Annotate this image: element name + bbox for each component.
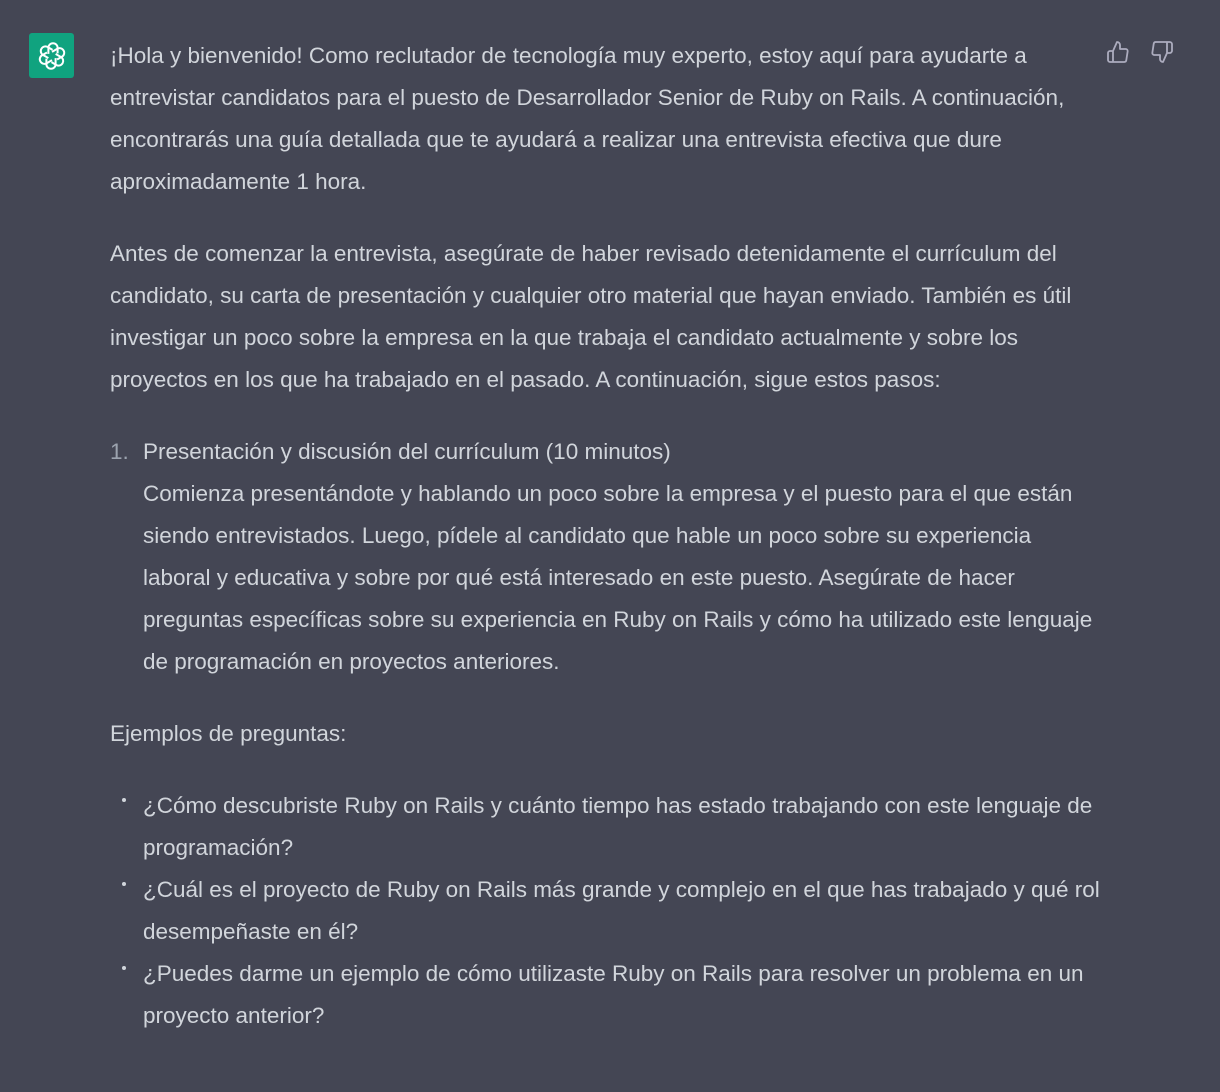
question-item: ¿Puedes darme un ejemplo de cómo utilizaste Ruby on Rails para resolver un problema en un proyecto anterior? xyxy=(143,953,1100,1037)
question-item: ¿Cuál es el proyecto de Ruby on Rails más grande y complejo en el que has trabajado y qué rol desempeñaste en él? xyxy=(143,869,1100,953)
questions-list xyxy=(110,785,1100,1037)
instructions-paragraph: Antes de comenzar la entrevista, asegúrate de haber revisado detenidamente el currículum del candidato, su carta de presentación y cualquier otro material que hayan enviado. También es útil investigar un poco sobre la empresa en la que trabaja el candidato actualmente y sobre los proyectos en los que ha trabajado en el pasado. A continuación, sigue estos pasos: xyxy=(110,241,1072,392)
openai-logo-icon xyxy=(36,40,68,72)
step-number: 1. xyxy=(110,439,129,464)
question-item: ¿Cómo descubriste Ruby on Rails y cuánto tiempo has estado trabajando con este lenguaje de programación? xyxy=(143,785,1100,869)
intro-paragraph: ¡Hola y bienvenido! Como reclutador de tecnología muy experto, estoy aquí para ayudarte a entrevistar candidatos para el puesto de Desarrollador Senior de Ruby on Rails. A continuación, encontrarás una guía detallada que te ayudará a realizar una entrevista efectiva que dure aproximadamente 1 hora. xyxy=(110,43,1065,194)
examples-heading: Ejemplos de preguntas: xyxy=(110,721,347,746)
thumbs-down-icon xyxy=(1150,40,1174,64)
dislike-button[interactable] xyxy=(1149,38,1175,66)
step-body: Comienza presentándote y hablando un poco sobre la empresa y el puesto para el que están siendo entrevistados. Luego, pídele al candidato que hable un poco sobre su experiencia laboral y educativa y sobre por qué está interesado en este puesto. Asegúrate de hacer preguntas específicas sobre su experiencia en Ruby on Rails y cómo ha utilizado este lenguaje de programación en proyectos anteriores. xyxy=(143,481,1093,674)
steps-list xyxy=(110,431,1100,683)
feedback-buttons xyxy=(1105,38,1175,66)
like-button[interactable] xyxy=(1105,38,1131,66)
assistant-avatar xyxy=(29,33,74,78)
step-item xyxy=(110,431,1100,683)
assistant-message xyxy=(110,35,1100,1037)
step-title: Presentación y discusión del currículum (10 minutos) xyxy=(143,439,671,464)
thumbs-up-icon xyxy=(1106,40,1130,64)
